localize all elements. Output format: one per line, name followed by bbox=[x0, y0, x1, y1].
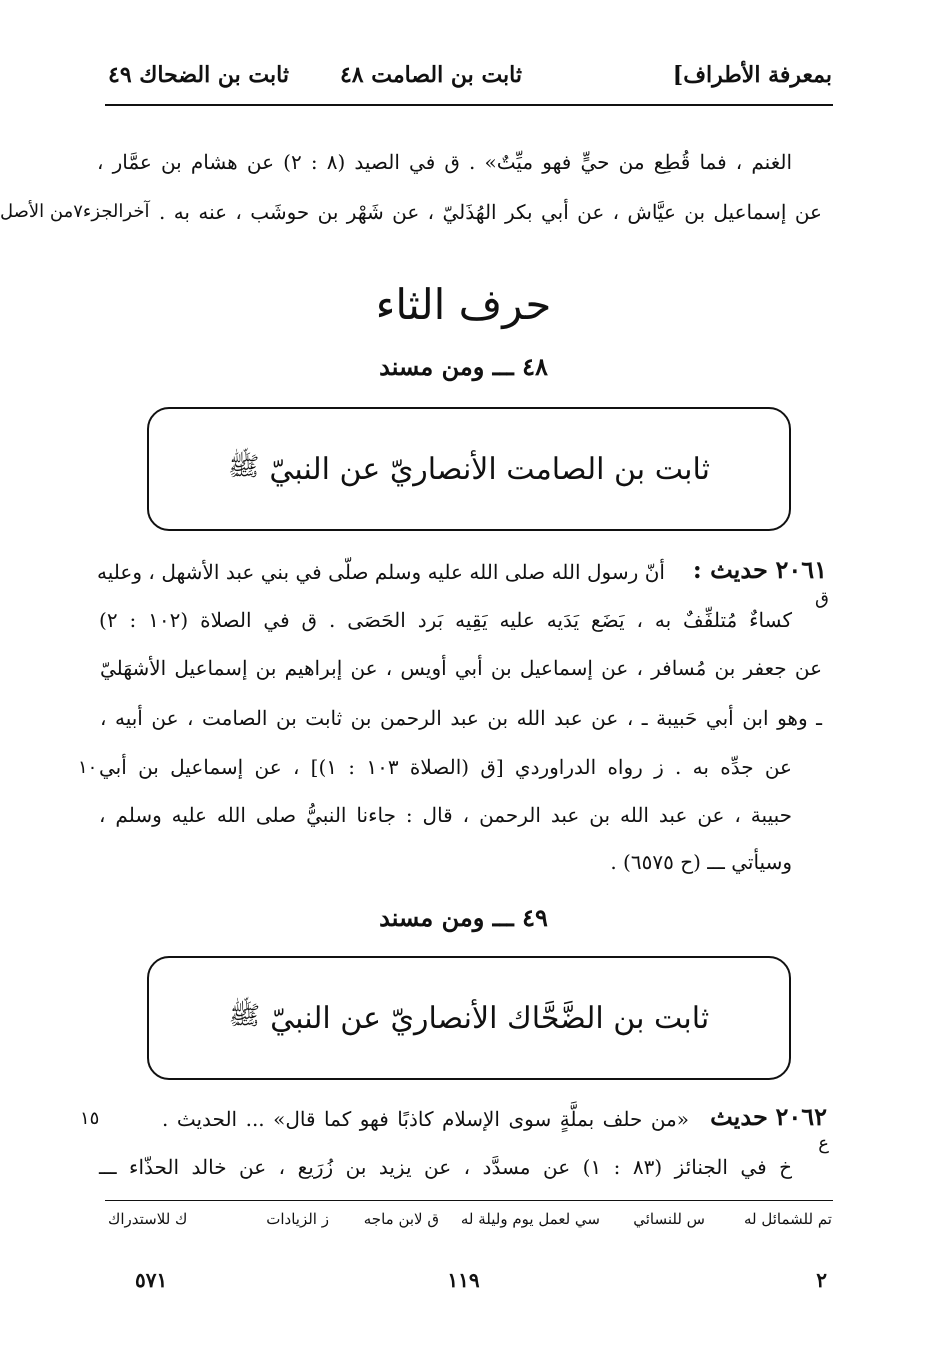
musnad-49-box-text: ثابت بن الضَّحَّاك الأنصاريّ عن النبيّ bbox=[270, 1000, 710, 1036]
hadith-2062-margin-15: ١٥ bbox=[80, 1108, 100, 1129]
hadith-2061-line-3: عن جعفر بن مُسافر ، عن إسماعيل بن أبي أويس ، عن إبراهيم بن إسماعيل الأشهَليّ bbox=[100, 656, 823, 680]
intro-line-2: عن إسماعيل بن عيَّاش ، عن أبي بكر الهُذَليّ ، عن شَهْر بن حوشَب ، عنه به . bbox=[159, 200, 822, 224]
header-range-right: ثابت بن الصامت ٤٨ bbox=[339, 62, 522, 88]
hadith-2061-line-1: أنّ رسول الله صلى الله عليه وسلم صلّى في بني عبد الأشهل ، وعليه bbox=[97, 560, 665, 584]
hadith-label: حديث bbox=[710, 1102, 768, 1131]
header-book-section: بمعرفة الأطراف] bbox=[672, 62, 832, 88]
salawat-icon: ﷺ bbox=[228, 452, 260, 482]
hadith-2062-number bbox=[710, 1103, 827, 1131]
hadith-2061-margin-10: ١٠ bbox=[78, 757, 98, 778]
musnad-49-box bbox=[147, 956, 791, 1080]
header-range-left: ثابت بن الضحاك ٤٩ bbox=[108, 62, 289, 88]
musnad-49-heading: ٤٩ ـــ ومن مسند bbox=[379, 903, 548, 932]
legend-item: سي لعمل يوم وليلة له bbox=[460, 1210, 600, 1228]
hadith-2062-line-1: «من حلف بملَّةٍ سوى الإسلام كاذبًا فهو كما قال» ... الحديث . bbox=[162, 1107, 689, 1131]
intro-margin-note: آخرالجزء٧من الأصل bbox=[0, 201, 150, 222]
legend-item: ق لابن ماجه bbox=[363, 1210, 439, 1228]
chapter-title: حرف الثاء bbox=[375, 280, 552, 329]
page-number-center: ١١٩ bbox=[447, 1268, 480, 1292]
hadith-2061-line-7: وسيأتي ـــ (ح ٦٥٧٥) . bbox=[610, 850, 792, 874]
legend-item: تم للشمائل له bbox=[743, 1210, 832, 1228]
hadith-2061-line-4: ـ وهو ابن أبي حَبيبة ـ ، عن عبد الله بن عبد الرحمن بن ثابت بن الصامت ، عن أبيه ، bbox=[100, 706, 822, 730]
salawat-icon: ﷺ bbox=[228, 1001, 261, 1031]
hadith-2061-number bbox=[693, 556, 827, 584]
hadith-2061-margin-q: ق bbox=[815, 588, 829, 609]
footer-rule bbox=[105, 1200, 833, 1201]
hadith-2061-line-6: حبيبة ، عن عبد الله بن عبد الرحمن ، قال : جاءنا النبيُّ صلى الله عليه وسلم ، bbox=[99, 803, 792, 827]
hadith-number: ٢٠٦٢ bbox=[775, 1102, 827, 1131]
musnad-48-heading: ٤٨ ـــ ومن مسند bbox=[379, 352, 548, 381]
legend-item: ك للاستدراك bbox=[108, 1210, 188, 1228]
musnad-48-box-text: ثابت بن الصامت الأنصاريّ عن النبيّ bbox=[269, 451, 710, 487]
legend-item: ز الزيادات bbox=[266, 1210, 329, 1228]
hadith-label: حديث : bbox=[692, 555, 768, 584]
musnad-48-box bbox=[147, 407, 791, 531]
intro-line-1: الغنم ، فما قُطِع من حيٍّ فهو ميِّتٌ» . ق في الصيد (٨ : ٢) عن هشام بن عمَّار ، bbox=[97, 150, 793, 174]
header-rule bbox=[105, 104, 833, 106]
hadith-2061-line-5: عن جدِّه به . ز رواه الدراوردي [ق (الصلاة ١٠٣ : ١)] ، عن إسماعيل بن أبي bbox=[99, 755, 792, 779]
hadith-2061-line-2: كساءٌ مُتلفِّفٌ به ، يَضَع يَدَيه عليه يَقِيه بَرد الحَصَى . ق في الصلاة (١٠٢ : ٢) bbox=[99, 608, 793, 632]
hadith-2062-line-2: خ في الجنائز (٨٣ : ١) عن مسدَّد ، عن يزيد بن زُرَيع ، عن خالد الحذّاء ـــ bbox=[99, 1155, 793, 1179]
hadith-number: ٢٠٦١ bbox=[775, 555, 827, 584]
page-number-right: ٢ bbox=[816, 1268, 827, 1292]
hadith-2062-margin-kh: ع bbox=[818, 1133, 829, 1154]
page-number-left: ٥٧١ bbox=[135, 1268, 168, 1292]
legend-item: س للنسائي bbox=[633, 1210, 705, 1228]
